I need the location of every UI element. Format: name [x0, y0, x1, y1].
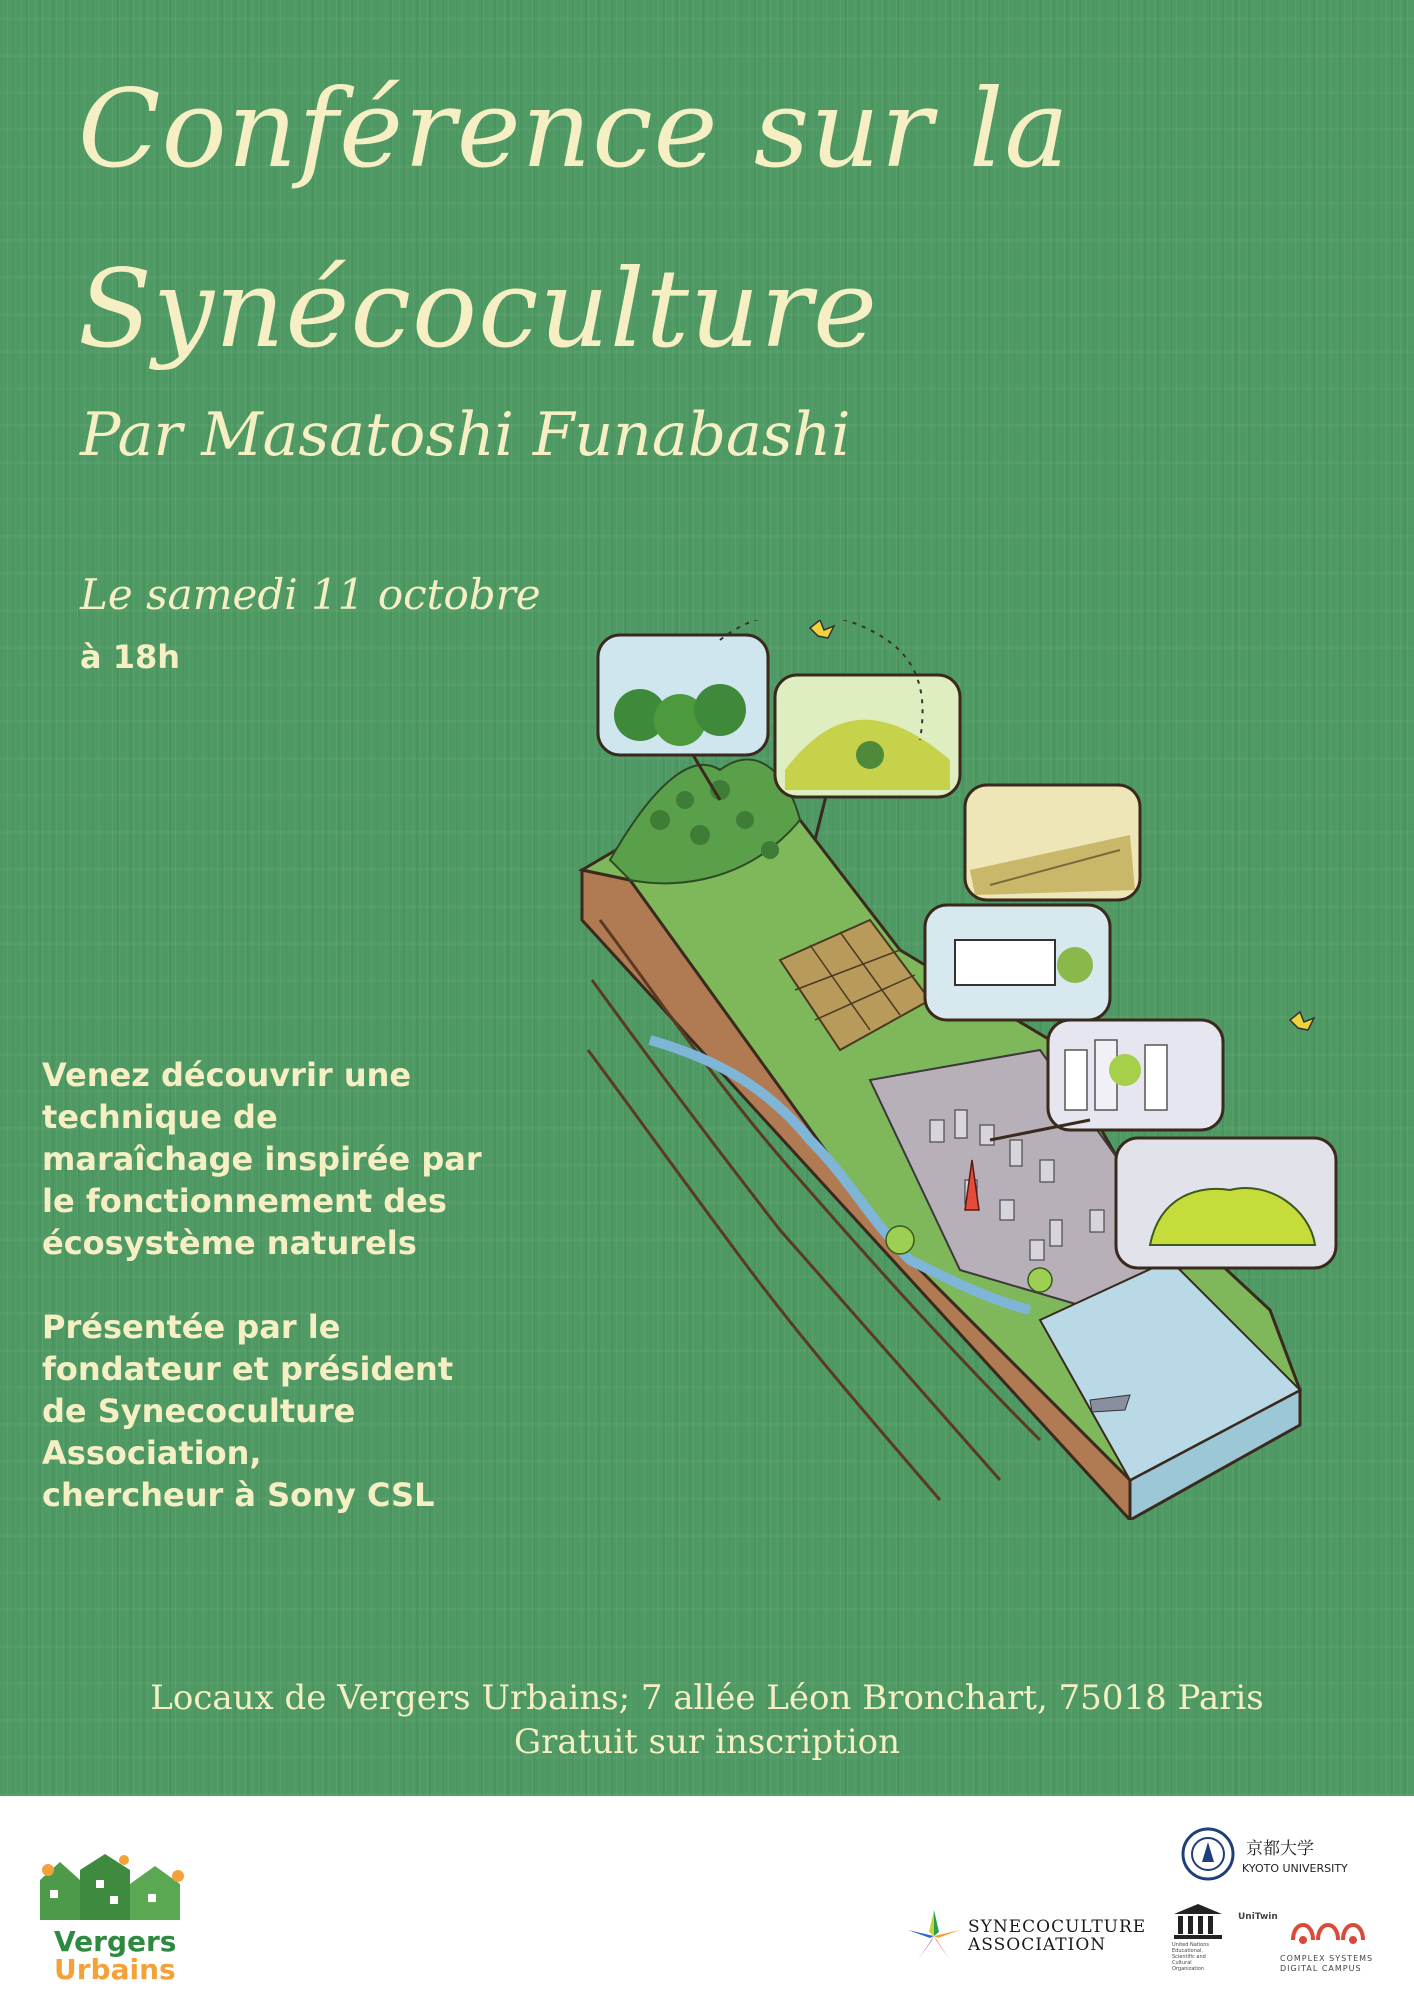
unesco-text: United Nations Educational, Scientific and Cultural Organization	[1172, 1942, 1210, 1972]
presenter-line: fondateur et président	[42, 1350, 454, 1388]
kyoto-university-logo	[1180, 1826, 1380, 1896]
synecoculture-line: SYNECOCULTURE	[968, 1917, 1147, 1937]
vergers-urbains-icon	[30, 1840, 200, 1928]
vergers-text: Vergers	[54, 1925, 177, 1958]
association-line: ASSOCIATION	[968, 1935, 1107, 1955]
presenter-line: de Synecoculture	[42, 1392, 356, 1430]
venue-info	[0, 1676, 1414, 1764]
presenter-paragraph	[42, 1306, 562, 1516]
urbains-text: Urbains	[54, 1953, 176, 1986]
venue-address: Locaux de Vergers Urbains; 7 allée Léon Bronchart, 75018 Paris	[150, 1678, 1264, 1718]
synecoculture-association-logo	[906, 1908, 1147, 1968]
presenter-line: Présentée par le	[42, 1308, 341, 1346]
unitwin-label: UniTwin	[1238, 1912, 1278, 1922]
speaker-subtitle: Par Masatoshi Funabashi	[80, 400, 851, 470]
description-line: Venez découvrir une	[42, 1056, 412, 1094]
vergers-urbains-logo	[30, 1840, 200, 1986]
description-line: technique de	[42, 1098, 278, 1136]
unesco-csdc-logo	[1168, 1902, 1398, 1982]
csdc-line-2: DIGITAL CAMPUS	[1280, 1964, 1362, 1973]
kyoto-seal-icon	[1180, 1826, 1236, 1882]
synecoculture-text	[968, 1918, 1146, 1954]
kyoto-english-name: KYOTO UNIVERSITY	[1242, 1862, 1348, 1875]
presenter-line: chercheur à Sony CSL	[42, 1476, 435, 1514]
description-line: le fonctionnement des	[42, 1182, 447, 1220]
description-line: écosystème naturels	[42, 1224, 417, 1262]
csdc-mark-icon	[1288, 1910, 1388, 1950]
event-date: Le samedi 11 octobre	[80, 570, 541, 619]
csdc-line-1: COMPLEX SYSTEMS	[1280, 1954, 1374, 1963]
description-line: maraîchage inspirée par	[42, 1140, 482, 1178]
csdc-text	[1280, 1954, 1373, 1974]
description-paragraph	[42, 1054, 562, 1264]
admission-note: Gratuit sur inscription	[513, 1722, 901, 1762]
footer-logos	[0, 1796, 1414, 2000]
presenter-line: Association,	[42, 1434, 262, 1472]
title-line-2: Synécoculture	[78, 247, 879, 372]
event-time: à 18h	[80, 638, 181, 676]
kyoto-japanese-name: 京都大学	[1246, 1839, 1314, 1859]
synecoculture-star-icon	[906, 1908, 962, 1964]
title-line-1: Conférence sur la	[78, 67, 1070, 192]
landscape-cross-section-illustration	[570, 620, 1350, 1520]
unesco-temple-icon	[1168, 1902, 1228, 1942]
